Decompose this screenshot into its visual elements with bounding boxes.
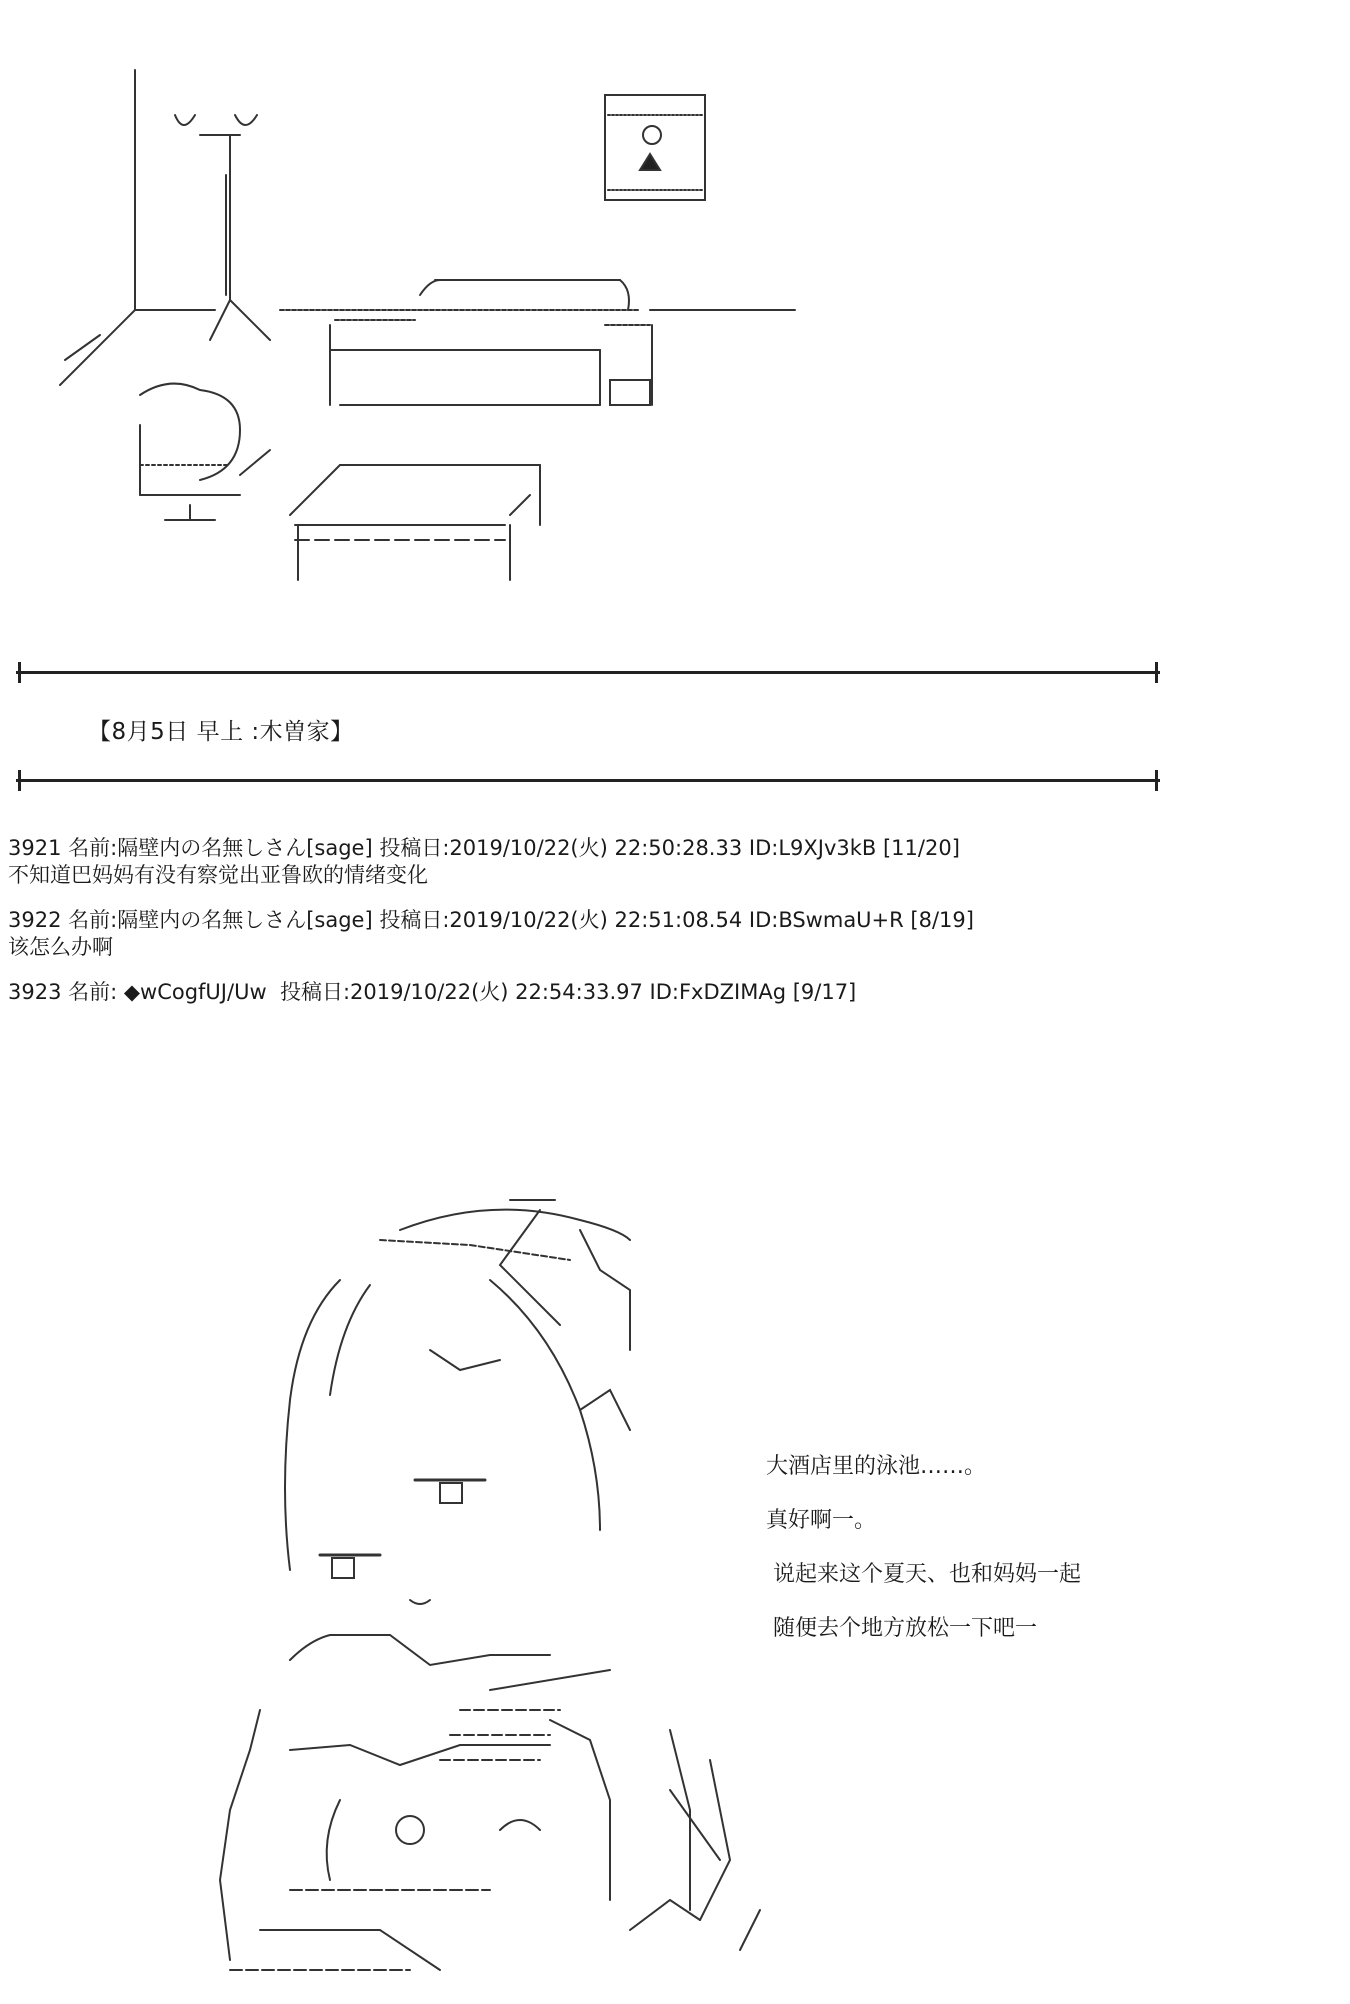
post-header: 3923 名前: ◆wCogfUJ/Uw 投稿日:2019/10/22(火) 22:54:33.97 ID:FxDZIMAg [9/17]	[8, 980, 857, 1004]
lamp-shade-left	[175, 115, 195, 125]
scene-label: 【8月5日 早上 :木曽家】	[88, 719, 354, 745]
separator-tick-right	[1155, 770, 1158, 791]
arm-left	[220, 1710, 260, 1960]
dialogue-block	[766, 1440, 1081, 1656]
separator-tick-right	[1155, 662, 1158, 683]
post-3921	[8, 835, 1308, 889]
hair-right	[490, 1280, 600, 1530]
hair-left	[285, 1280, 340, 1570]
post-header: 3922 名前:隔壁内の名無しさん[sage] 投稿日:2019/10/22(火) 22:51:08.54 ID:BSwmaU+R [8/19]	[8, 908, 974, 932]
separator-line	[16, 671, 1160, 674]
post-3923	[8, 979, 1308, 1006]
lamp-shade-right	[235, 115, 257, 125]
post-body: 不知道巴妈妈有没有察觉出亚鲁欧的情绪变化	[8, 863, 428, 887]
picture-frame	[605, 95, 705, 200]
floor-diagonal	[60, 310, 135, 385]
post-body: 该怎么办啊	[8, 935, 113, 959]
hat-brim	[400, 1210, 630, 1240]
post-3922	[8, 907, 1308, 961]
room-ascii-art	[40, 55, 860, 595]
separator-bottom	[8, 770, 1168, 790]
room-ascii-drawing	[40, 55, 860, 595]
separator-top	[8, 662, 1168, 682]
dialogue-line: 大酒店里的泳池……。	[766, 1454, 987, 1479]
dialogue-line: 真好啊一。	[766, 1508, 877, 1533]
mouth	[410, 1600, 430, 1604]
post-header: 3921 名前:隔壁内の名無しさん[sage] 投稿日:2019/10/22(火) 22:50:28.33 ID:L9XJv3kB [11/20]	[8, 836, 960, 860]
post-list	[8, 835, 1308, 1024]
button-ornament	[396, 1816, 424, 1844]
dialogue-line: 说起来这个夏天、也和妈妈一起	[766, 1562, 1081, 1587]
hair-flow-right	[670, 1730, 690, 1910]
separator-line	[16, 779, 1160, 782]
dialogue-line: 随便去个地方放松一下吧一	[766, 1616, 1037, 1641]
